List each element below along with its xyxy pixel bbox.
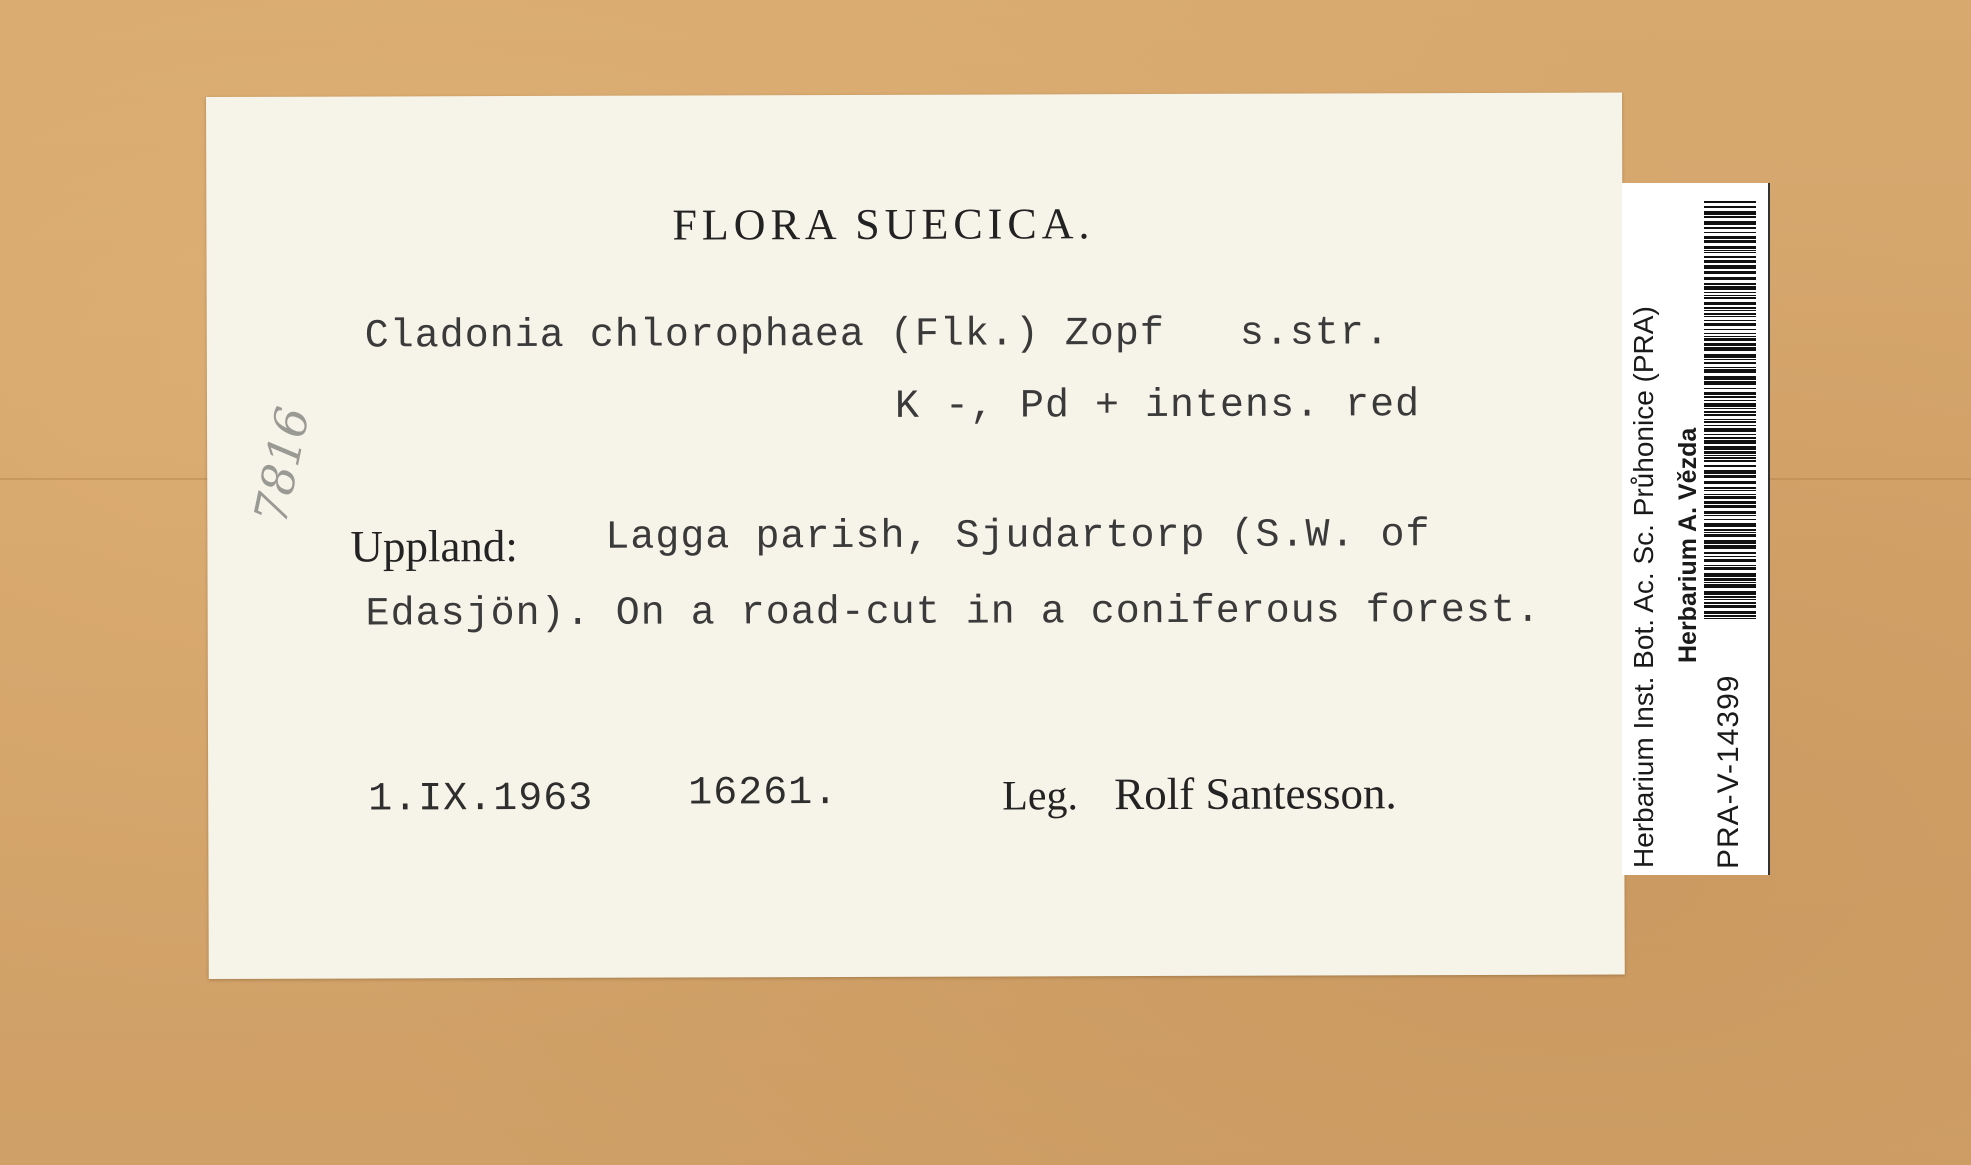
locality-line-1: Lagga parish, Sjudartorp (S.W. of — [605, 513, 1431, 561]
herbarium-name: Herbarium A. Vězda — [1674, 427, 1702, 663]
barcode-icon — [1704, 201, 1756, 621]
chemistry-line: K -, Pd + intens. red — [894, 383, 1421, 430]
institution-text: Herbarium Inst. Bot. Ac. Sc. Průhonice (PRA) — [1628, 306, 1659, 868]
taxon-line: Cladonia chlorophaea (Flk.) Zopf s.str. — [364, 311, 1390, 360]
handwritten-number: 7816 — [243, 402, 321, 528]
label-title: FLORA SUECICA. — [672, 199, 1095, 250]
locality-region: Uppland: — [350, 521, 518, 572]
specimen-id: PRA-V-14399 — [1712, 674, 1745, 869]
collection-number: 16261. — [688, 771, 839, 817]
collection-date: 1.IX.1963 — [368, 776, 594, 823]
leg-prefix: Leg. — [1002, 773, 1079, 820]
locality-line-2: Edasjön). On a road-cut in a coniferous forest. — [365, 588, 1541, 638]
specimen-label — [206, 93, 1625, 979]
collector-name: Rolf Santesson. — [1114, 768, 1397, 820]
herbarium-barcode-tag — [1622, 183, 1770, 875]
